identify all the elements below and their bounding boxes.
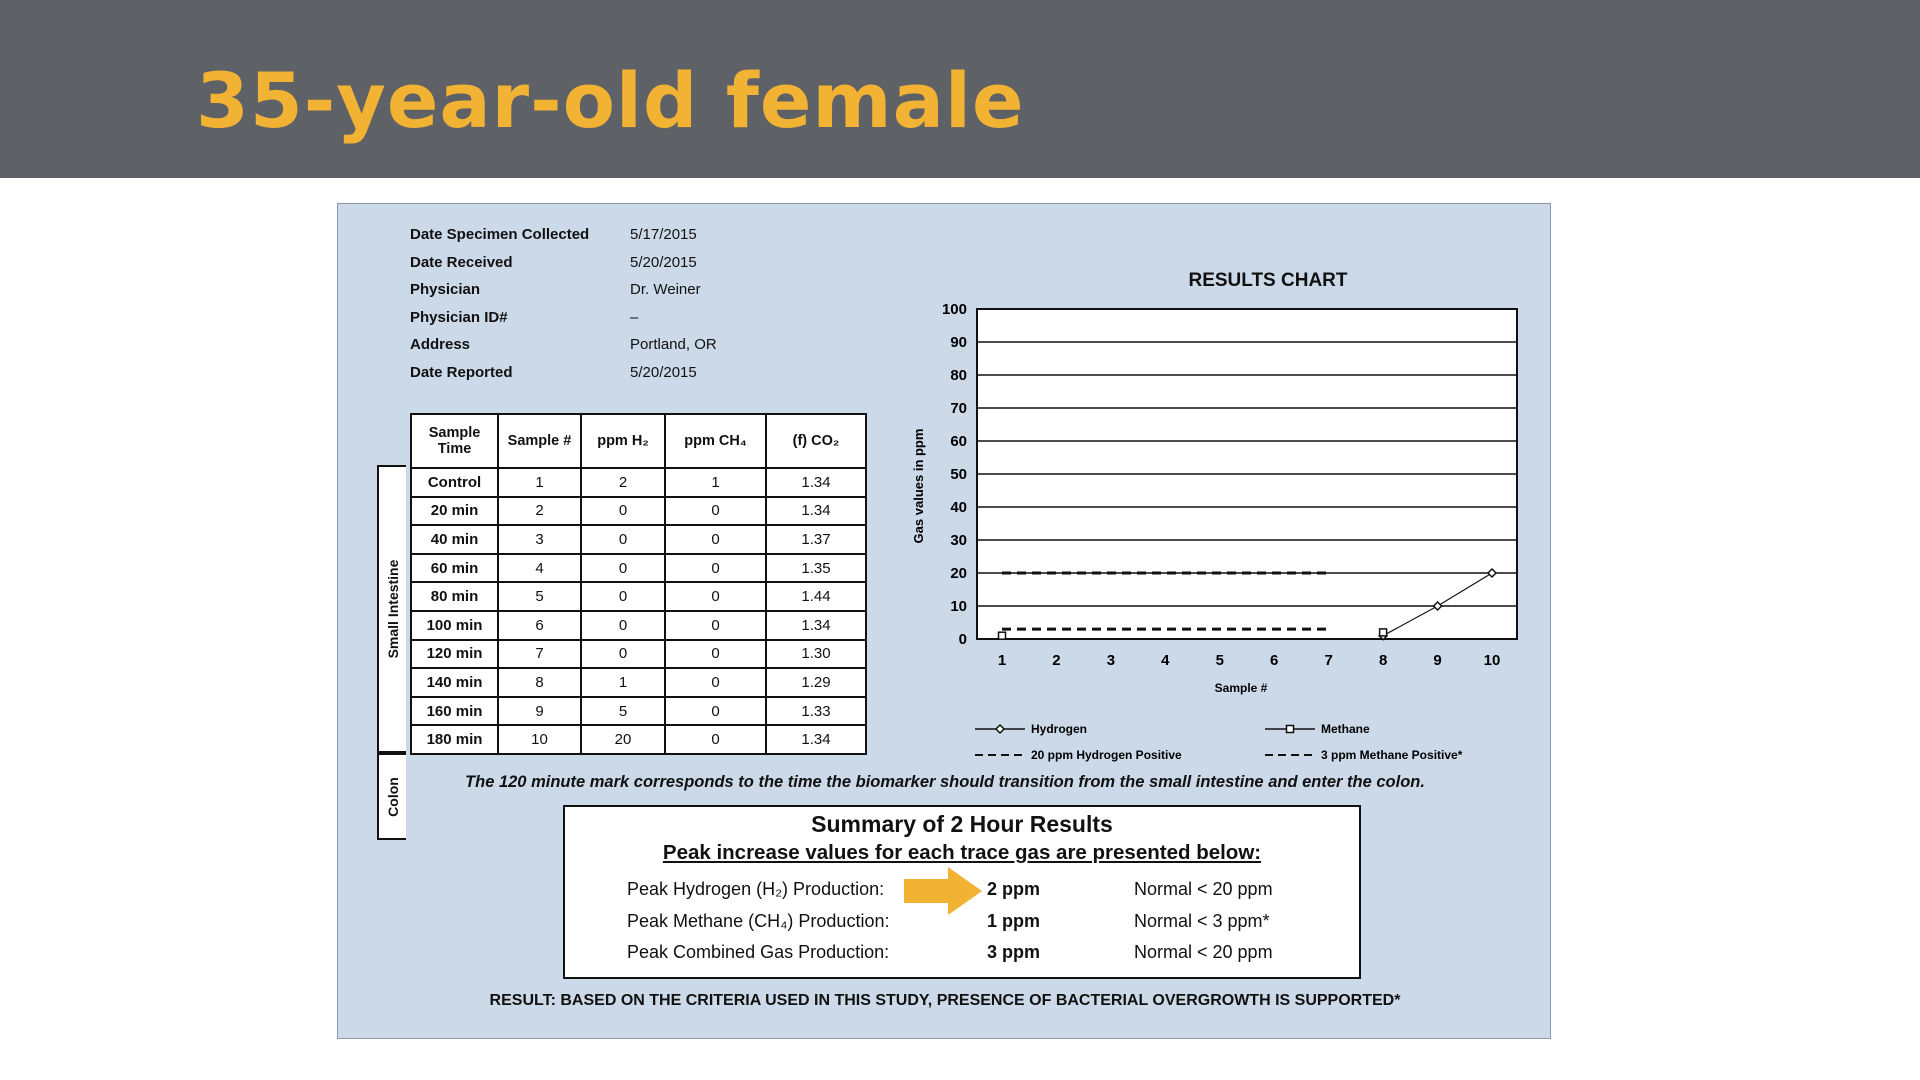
summary-normal: Normal < 20 ppm [1134, 879, 1273, 899]
x-tick-label: 7 [1324, 652, 1333, 669]
cell-num: 7 [498, 640, 581, 669]
cell-co2: 1.33 [766, 697, 866, 726]
info-value: Dr. Weiner [630, 281, 701, 299]
y-tick-label: 60 [950, 433, 967, 450]
table-row [411, 611, 866, 640]
cell-co2: 1.34 [766, 725, 866, 754]
legend-h2-threshold-label: 20 ppm Hydrogen Positive [1031, 748, 1182, 762]
legend-methane-label: Methane [1321, 722, 1370, 736]
summary-label: Peak Hydrogen (H₂) Production: [627, 879, 885, 899]
cell-num: 3 [498, 525, 581, 554]
cell-num: 5 [498, 582, 581, 611]
cell-h2: 0 [581, 554, 665, 583]
summary-normal: Normal < 3 ppm* [1134, 911, 1270, 931]
y-tick-label: 70 [950, 400, 967, 417]
cell-time: 180 min [411, 725, 498, 754]
x-tick-label: 5 [1215, 652, 1224, 669]
cell-ch4: 0 [665, 582, 766, 611]
cell-h2: 1 [581, 668, 665, 697]
summary-subtitle: Peak increase values for each trace gas are presented below: [662, 841, 1262, 864]
y-tick-label: 20 [950, 565, 967, 582]
cell-num: 1 [498, 468, 581, 497]
result-statement: RESULT: BASED ON THE CRITERIA USED IN THIS STUDY, PRESENCE OF BACTERIAL OVERGROWTH IS SUPPORTED* [489, 992, 1401, 1009]
cell-co2: 1.34 [766, 468, 866, 497]
info-label: Date Reported [410, 363, 513, 381]
cell-h2: 2 [581, 468, 665, 497]
table-row [411, 468, 866, 497]
cell-h2: 0 [581, 582, 665, 611]
info-value: 5/20/2015 [630, 253, 697, 271]
results-chart [893, 284, 1533, 764]
methane-point [999, 632, 1006, 639]
cell-time: 80 min [411, 582, 498, 611]
legend-methane-marker [1287, 726, 1294, 733]
summary-label: Peak Methane (CH₄) Production: [627, 911, 890, 931]
header-sample-time: Sample Time [411, 414, 498, 468]
table-row [411, 554, 866, 583]
cell-ch4: 0 [665, 611, 766, 640]
cell-num: 10 [498, 725, 581, 754]
cell-time: 140 min [411, 668, 498, 697]
cell-time: 40 min [411, 525, 498, 554]
region-label: Small Intestine [384, 559, 401, 659]
x-tick-label: 10 [1483, 652, 1501, 669]
y-tick-label: 80 [950, 367, 967, 384]
summary-label: Peak Combined Gas Production: [627, 942, 890, 962]
y-tick-label: 40 [950, 499, 967, 516]
summary-row-combined [565, 942, 1359, 970]
cell-h2: 0 [581, 640, 665, 669]
cell-ch4: 0 [665, 640, 766, 669]
cell-ch4: 1 [665, 468, 766, 497]
summary-normal: Normal < 20 ppm [1134, 942, 1273, 962]
info-label: Date Specimen Collected [410, 226, 590, 243]
summary-box [563, 805, 1361, 979]
cell-time: 20 min [411, 497, 498, 526]
header-ppm-ch4: ppm CH₄ [665, 414, 766, 468]
y-tick-label: 0 [958, 631, 967, 648]
x-tick-label: 3 [1106, 652, 1116, 669]
table-row [411, 668, 866, 697]
cell-num: 2 [498, 497, 581, 526]
cell-time: 120 min [411, 640, 498, 669]
results-panel [337, 203, 1551, 1039]
x-tick-label: 1 [997, 652, 1007, 669]
summary-value: 3 ppm [987, 942, 1041, 962]
cell-co2: 1.30 [766, 640, 866, 669]
table-row [411, 725, 866, 754]
y-axis-label: Gas values in ppm [911, 428, 926, 544]
info-label: Address [410, 336, 471, 354]
info-label: Physician [410, 281, 481, 299]
y-tick-label: 90 [950, 334, 967, 351]
title-bar [0, 0, 1920, 178]
cell-time: 160 min [411, 697, 498, 726]
header-sample-num: Sample # [498, 414, 581, 468]
table-row [411, 582, 866, 611]
cell-co2: 1.44 [766, 582, 866, 611]
cell-ch4: 0 [665, 697, 766, 726]
table-row [411, 640, 866, 669]
table-header-row [411, 414, 866, 468]
y-tick-label: 50 [950, 466, 967, 483]
header-ppm-h2: ppm H₂ [581, 414, 665, 468]
region-label: Colon [384, 776, 401, 817]
table-row [411, 525, 866, 554]
x-tick-label: 2 [1052, 652, 1061, 669]
cell-num: 6 [498, 611, 581, 640]
cell-h2: 5 [581, 697, 665, 726]
chart-title: RESULTS CHART [1188, 270, 1348, 291]
legend-hydrogen-marker [996, 725, 1004, 733]
cell-h2: 20 [581, 725, 665, 754]
sample-table [410, 413, 867, 755]
header-co2: (f) CO₂ [766, 414, 866, 468]
cell-h2: 0 [581, 611, 665, 640]
cell-time: 60 min [411, 554, 498, 583]
cell-time: Control [411, 468, 498, 497]
info-label: Date Received [410, 253, 513, 271]
summary-title: Summary of 2 Hour Results [811, 811, 1113, 837]
summary-value: 2 ppm [987, 879, 1041, 899]
cell-num: 4 [498, 554, 581, 583]
info-value: 5/17/2015 [630, 226, 697, 243]
region-small-intestine [377, 465, 406, 753]
cell-co2: 1.37 [766, 525, 866, 554]
summary-value: 1 ppm [987, 911, 1041, 931]
cell-ch4: 0 [665, 525, 766, 554]
cell-ch4: 0 [665, 554, 766, 583]
x-tick-label: 8 [1378, 652, 1388, 669]
x-axis-label: Sample # [1214, 681, 1268, 695]
cell-ch4: 0 [665, 497, 766, 526]
x-tick-label: 4 [1161, 652, 1170, 669]
info-value: Portland, OR [630, 336, 717, 354]
cell-h2: 0 [581, 497, 665, 526]
methane-point [1380, 629, 1387, 636]
cell-ch4: 0 [665, 668, 766, 697]
page-title: 35-year-old female [196, 56, 1025, 145]
region-colon [377, 753, 406, 840]
x-tick-label: 6 [1270, 652, 1279, 669]
y-tick-label: 30 [950, 532, 967, 549]
cell-co2: 1.34 [766, 611, 866, 640]
info-value: – [630, 308, 639, 326]
arrow-right-icon [904, 867, 984, 917]
cell-co2: 1.34 [766, 497, 866, 526]
x-tick-label: 9 [1433, 652, 1442, 669]
transition-note: The 120 minute mark corresponds to the time the biomarker should transition from the small intestine and enter the colon. [465, 773, 1425, 791]
cell-co2: 1.35 [766, 554, 866, 583]
info-value: 5/20/2015 [630, 363, 697, 381]
table-row [411, 497, 866, 526]
info-label: Physician ID# [410, 308, 508, 326]
cell-co2: 1.29 [766, 668, 866, 697]
cell-time: 100 min [411, 611, 498, 640]
cell-num: 9 [498, 697, 581, 726]
table-row [411, 697, 866, 726]
cell-ch4: 0 [665, 725, 766, 754]
y-tick-label: 10 [950, 598, 967, 615]
legend-ch4-threshold-label: 3 ppm Methane Positive* [1321, 748, 1463, 762]
cell-num: 8 [498, 668, 581, 697]
y-tick-label: 100 [941, 301, 967, 318]
legend-hydrogen-label: Hydrogen [1031, 722, 1088, 736]
cell-h2: 0 [581, 525, 665, 554]
